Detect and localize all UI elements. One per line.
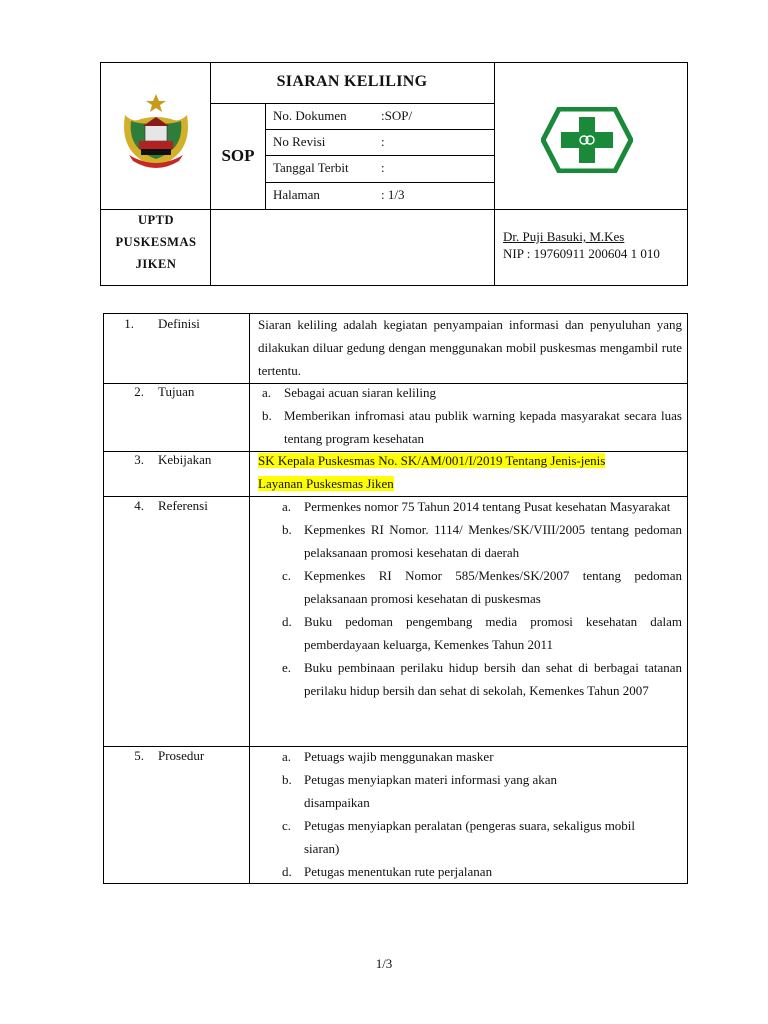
list-item: b. Memberikan infromasi atau publik warning kepada masyarakat secara luas tentang program kesehatan [262, 408, 682, 446]
section-label-tujuan: Tujuan [158, 384, 195, 399]
sop-content-table [103, 313, 688, 884]
list-item: a. Permenkes nomor 75 Tahun 2014 tentang Pusat kesehatan Masyarakat [282, 499, 671, 514]
meta-label-document-number: No. Dokumen [273, 108, 347, 123]
section-number: 3. [134, 452, 144, 467]
meta-label-page: Halaman [273, 187, 320, 202]
list-item: e. Buku pembinaan perilaku hidup bersih dan sehat di berbagai tatanan perilaku hidup bersih dan sehat di sekolah, Kemenkes Tahun 2007 [282, 660, 682, 698]
organization-line-puskesmas: PUSKESMAS [115, 235, 197, 249]
page-number: 1/3 [375, 956, 393, 971]
puskesmas-logo [541, 107, 633, 173]
section-label-kebijakan: Kebijakan [158, 452, 212, 467]
organization-line-jiken: JIKEN [135, 257, 177, 271]
meta-value-issue-date: : [381, 160, 385, 175]
list-item: c. Kepmenkes RI Nomor 585/Menkes/SK/2007 tentang pedoman pelaksanaan promosi kesehatan di puskesmas [282, 568, 682, 606]
section-content-referensi [258, 495, 682, 702]
section-label-definisi: Definisi [158, 316, 200, 331]
sop-label: SOP [221, 146, 255, 165]
signer-name: Dr. Puji Basuki, M.Kes [503, 229, 625, 244]
organization-line-uptd: UPTD [137, 213, 175, 227]
list-item: d. Buku pedoman pengembang media promosi kesehatan dalam pemberdayaan keluarga, Kemenkes Tahun 2011 [282, 614, 682, 652]
meta-label-issue-date: Tanggal Terbit [273, 160, 349, 175]
section-label-prosedur: Prosedur [158, 748, 205, 763]
document-title: SIARAN KELILING [276, 73, 428, 90]
meta-value-revision: : [381, 134, 385, 149]
section-number: 4. [134, 498, 144, 513]
section-label-referensi: Referensi [158, 498, 208, 513]
list-item: c. Petugas menyiapkan peralatan (pengeras suara, sekaligus mobil siaran) [282, 818, 636, 856]
section-content-prosedur [258, 745, 682, 883]
highlighted-policy-text: Layanan Puskesmas Jiken [258, 476, 394, 491]
list-item: b. Kepmenkes RI Nomor. 1114/ Menkes/SK/VIII/2005 tentang pedoman pelaksanaan promosi kesehatan di daerah [282, 522, 682, 560]
document-header-table [100, 62, 688, 286]
signer-nip: NIP : 19760911 200604 1 010 [503, 246, 660, 261]
meta-value-document-number: :SOP/ [381, 108, 413, 123]
section-number: 1. [124, 316, 134, 331]
regional-emblem-logo [119, 91, 193, 171]
list-item: a. Petuags wajib menggunakan masker [282, 749, 494, 764]
section-content-kebijakan [258, 449, 682, 495]
section-content-tujuan [258, 381, 682, 450]
section-number: 2. [134, 384, 144, 399]
list-item: a. Sebagai acuan siaran keliling [262, 385, 436, 400]
meta-label-revision: No Revisi [273, 134, 326, 149]
section-content-definisi: Siaran keliling adalah kegiatan penyampaian informasi dan penyuluhan yang dilakukan diluar gedung dengan menggunakan mobil puskesmas mengambil rute tertentu. [258, 317, 682, 378]
organization-name [101, 209, 211, 287]
section-number: 5. [134, 748, 144, 763]
list-item: d. Petugas menentukan rute perjalanan [282, 864, 493, 879]
meta-value-page: : 1/3 [381, 187, 405, 202]
highlighted-policy-text: SK Kepala Puskesmas No. SK/AM/001/I/2019 Tentang Jenis-jenis [258, 453, 606, 468]
list-item: b. Petugas menyiapkan materi informasi yang akan disampaikan [282, 772, 558, 810]
